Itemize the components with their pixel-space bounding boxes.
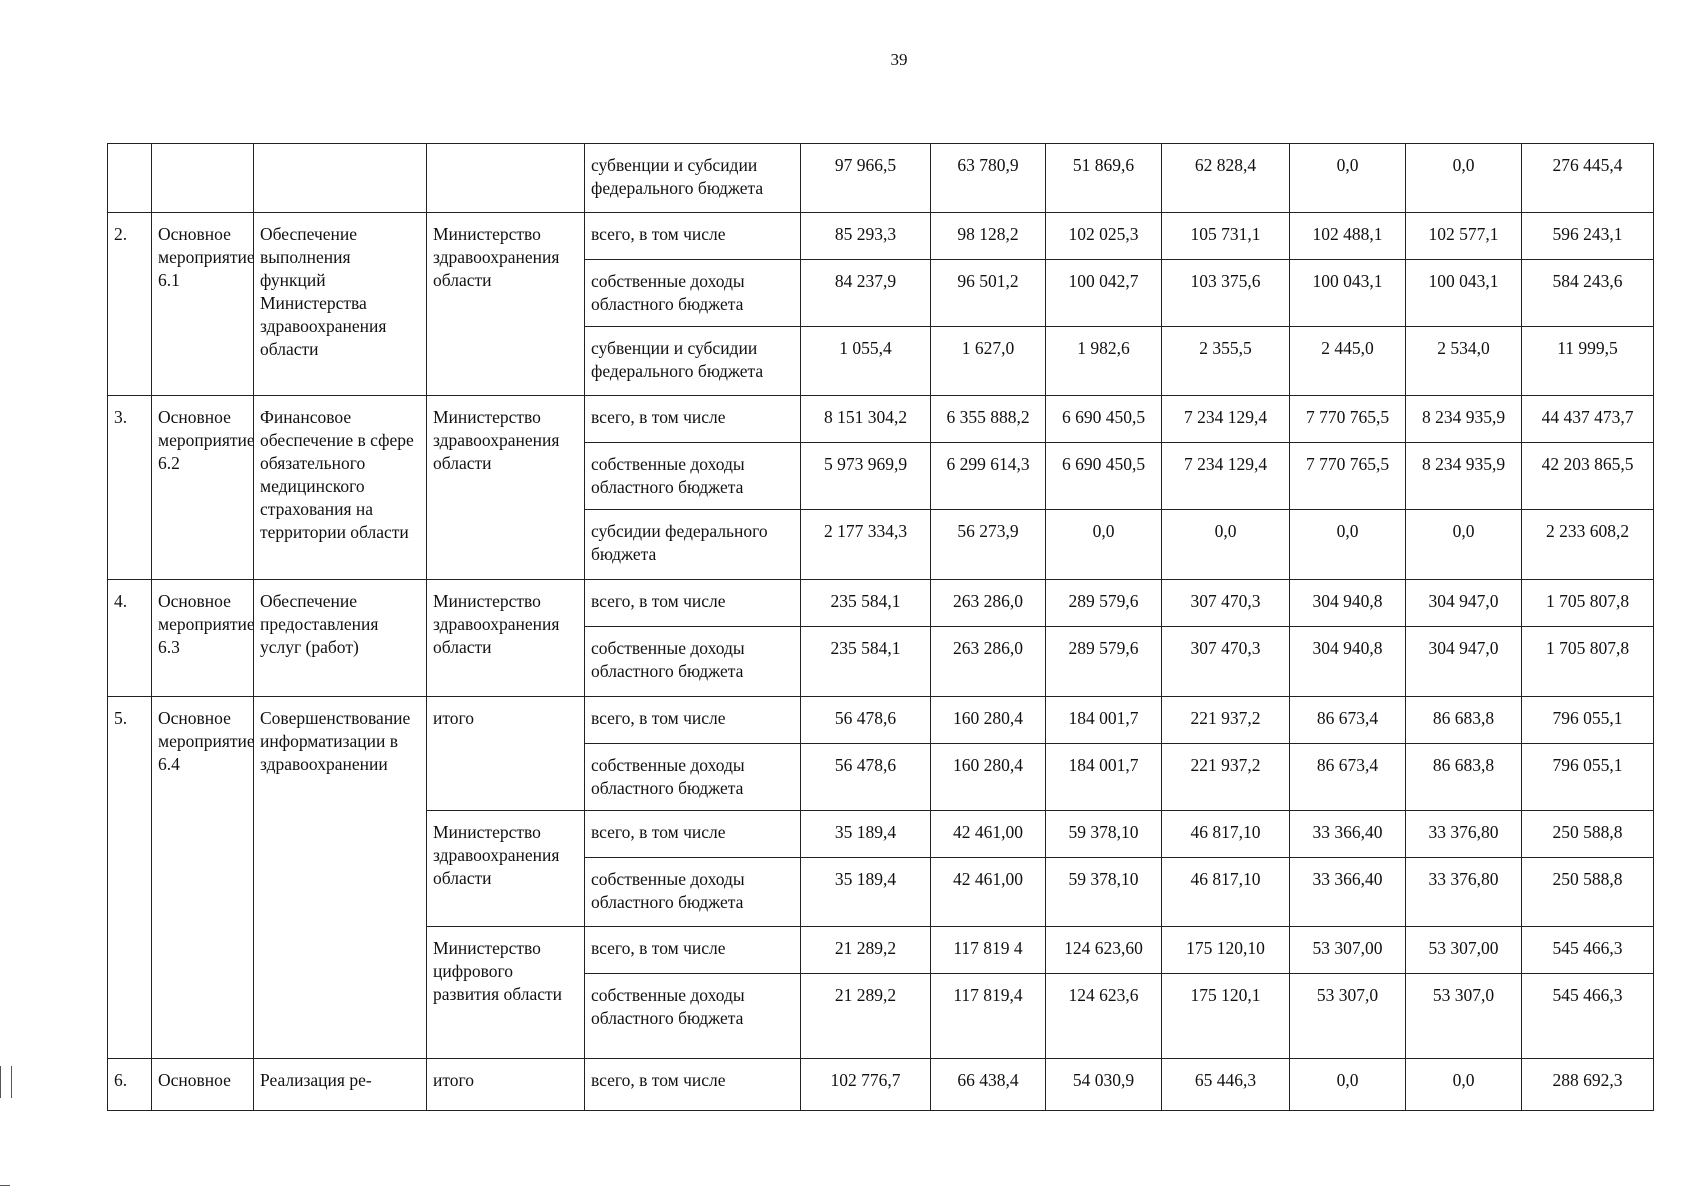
value-cell: 6 355 888,2 <box>931 396 1046 443</box>
value-cell: 86 673,4 <box>1290 744 1406 811</box>
value-cell: 175 120,10 <box>1162 927 1290 974</box>
value-cell: 51 869,6 <box>1046 144 1162 213</box>
table-row <box>108 396 1654 443</box>
source-cell: всего, в том числе <box>585 697 801 744</box>
value-cell: 304 947,0 <box>1406 580 1522 627</box>
value-cell: 796 055,1 <box>1522 744 1654 811</box>
value-cell: 5 973 969,9 <box>801 443 931 510</box>
value-cell: 1 627,0 <box>931 327 1046 396</box>
value-cell: 33 376,80 <box>1406 858 1522 927</box>
title-cell: Реализация ре- <box>254 1059 427 1111</box>
value-cell: 304 940,8 <box>1290 580 1406 627</box>
source-cell: субвенции и субсидии федерального бюджета <box>585 327 801 396</box>
value-cell: 35 189,4 <box>801 858 931 927</box>
executor-cell: Министерство здравоохранения области <box>427 580 585 697</box>
source-cell: всего, в том числе <box>585 927 801 974</box>
executor-cell: итого <box>427 1059 585 1111</box>
executor-cell: Министерство здравоохранения области <box>427 396 585 580</box>
value-cell: 59 378,10 <box>1046 811 1162 858</box>
value-cell: 124 623,60 <box>1046 927 1162 974</box>
value-cell: 102 025,3 <box>1046 213 1162 260</box>
value-cell: 96 501,2 <box>931 260 1046 327</box>
value-cell: 6 299 614,3 <box>931 443 1046 510</box>
number-cell: 6. <box>108 1059 152 1111</box>
value-cell: 124 623,6 <box>1046 974 1162 1059</box>
value-cell: 1 705 807,8 <box>1522 580 1654 627</box>
number-cell: 3. <box>108 396 152 580</box>
value-cell: 97 966,5 <box>801 144 931 213</box>
source-cell: собственные доходы областного бюджета <box>585 443 801 510</box>
executor-cell: итого <box>427 697 585 811</box>
value-cell: 1 705 807,8 <box>1522 627 1654 697</box>
source-cell: субсидии федерального бюджета <box>585 510 801 580</box>
value-cell: 100 043,1 <box>1290 260 1406 327</box>
title-cell <box>254 144 427 213</box>
value-cell: 1 982,6 <box>1046 327 1162 396</box>
value-cell: 0,0 <box>1162 510 1290 580</box>
value-cell: 56 273,9 <box>931 510 1046 580</box>
value-cell: 54 030,9 <box>1046 1059 1162 1111</box>
value-cell: 6 690 450,5 <box>1046 396 1162 443</box>
source-cell: всего, в том числе <box>585 811 801 858</box>
source-cell: всего, в том числе <box>585 213 801 260</box>
value-cell: 235 584,1 <box>801 627 931 697</box>
type-cell: Основное мероприятие 6.3 <box>152 580 254 697</box>
type-cell: Основное мероприятие 6.4 <box>152 697 254 1059</box>
number-cell <box>108 144 152 213</box>
value-cell: 53 307,00 <box>1290 927 1406 974</box>
value-cell: 100 043,1 <box>1406 260 1522 327</box>
value-cell: 221 937,2 <box>1162 697 1290 744</box>
value-cell: 2 355,5 <box>1162 327 1290 396</box>
value-cell: 596 243,1 <box>1522 213 1654 260</box>
value-cell: 33 376,80 <box>1406 811 1522 858</box>
value-cell: 7 770 765,5 <box>1290 443 1406 510</box>
value-cell: 102 488,1 <box>1290 213 1406 260</box>
value-cell: 2 233 608,2 <box>1522 510 1654 580</box>
value-cell: 307 470,3 <box>1162 580 1290 627</box>
value-cell: 21 289,2 <box>801 927 931 974</box>
title-cell: Обеспечение выполнения функций Министерства здравоохранения области <box>254 213 427 396</box>
value-cell: 86 673,4 <box>1290 697 1406 744</box>
value-cell: 2 445,0 <box>1290 327 1406 396</box>
executor-cell: Министерство цифрового развития области <box>427 927 585 1059</box>
source-cell: собственные доходы областного бюджета <box>585 744 801 811</box>
value-cell: 103 375,6 <box>1162 260 1290 327</box>
type-cell: Основное мероприятие 6.1 <box>152 213 254 396</box>
value-cell: 117 819,4 <box>931 974 1046 1059</box>
value-cell: 102 776,7 <box>801 1059 931 1111</box>
value-cell: 221 937,2 <box>1162 744 1290 811</box>
title-cell: Финансовое обеспечение в сфере обязательного медицинского страхования на территории области <box>254 396 427 580</box>
value-cell: 160 280,4 <box>931 744 1046 811</box>
value-cell: 102 577,1 <box>1406 213 1522 260</box>
value-cell: 2 177 334,3 <box>801 510 931 580</box>
number-cell: 5. <box>108 697 152 1059</box>
value-cell: 6 690 450,5 <box>1046 443 1162 510</box>
value-cell: 235 584,1 <box>801 580 931 627</box>
value-cell: 8 234 935,9 <box>1406 443 1522 510</box>
number-cell: 4. <box>108 580 152 697</box>
value-cell: 56 478,6 <box>801 697 931 744</box>
value-cell: 0,0 <box>1406 144 1522 213</box>
value-cell: 250 588,8 <box>1522 811 1654 858</box>
value-cell: 86 683,8 <box>1406 697 1522 744</box>
value-cell: 184 001,7 <box>1046 697 1162 744</box>
value-cell: 584 243,6 <box>1522 260 1654 327</box>
value-cell: 117 819 4 <box>931 927 1046 974</box>
executor-cell: Министерство здравоохранения области <box>427 213 585 396</box>
table-row <box>108 144 1654 213</box>
value-cell: 276 445,4 <box>1522 144 1654 213</box>
value-cell: 62 828,4 <box>1162 144 1290 213</box>
value-cell: 42 461,00 <box>931 811 1046 858</box>
value-cell: 289 579,6 <box>1046 580 1162 627</box>
margin-line <box>0 1185 10 1186</box>
value-cell: 307 470,3 <box>1162 627 1290 697</box>
value-cell: 8 234 935,9 <box>1406 396 1522 443</box>
value-cell: 65 446,3 <box>1162 1059 1290 1111</box>
value-cell: 7 234 129,4 <box>1162 443 1290 510</box>
value-cell: 8 151 304,2 <box>801 396 931 443</box>
title-cell: Обеспечение предоставления услуг (работ) <box>254 580 427 697</box>
value-cell: 46 817,10 <box>1162 811 1290 858</box>
source-cell: всего, в том числе <box>585 396 801 443</box>
value-cell: 84 237,9 <box>801 260 931 327</box>
value-cell: 0,0 <box>1046 510 1162 580</box>
value-cell: 85 293,3 <box>801 213 931 260</box>
source-cell: всего, в том числе <box>585 580 801 627</box>
value-cell: 0,0 <box>1406 1059 1522 1111</box>
value-cell: 288 692,3 <box>1522 1059 1654 1111</box>
value-cell: 304 947,0 <box>1406 627 1522 697</box>
table-row <box>108 580 1654 627</box>
value-cell: 7 234 129,4 <box>1162 396 1290 443</box>
number-cell: 2. <box>108 213 152 396</box>
executor-cell: Министерство здравоохранения области <box>427 811 585 927</box>
budget-table <box>107 143 1654 1111</box>
type-cell: Основное <box>152 1059 254 1111</box>
value-cell: 33 366,40 <box>1290 811 1406 858</box>
value-cell: 304 940,8 <box>1290 627 1406 697</box>
value-cell: 175 120,1 <box>1162 974 1290 1059</box>
value-cell: 250 588,8 <box>1522 858 1654 927</box>
value-cell: 53 307,0 <box>1290 974 1406 1059</box>
value-cell: 33 366,40 <box>1290 858 1406 927</box>
table-row <box>108 1059 1654 1111</box>
value-cell: 98 128,2 <box>931 213 1046 260</box>
table-row <box>108 213 1654 260</box>
value-cell: 53 307,00 <box>1406 927 1522 974</box>
value-cell: 160 280,4 <box>931 697 1046 744</box>
value-cell: 0,0 <box>1290 510 1406 580</box>
binding-mark <box>0 1066 12 1098</box>
title-cell: Совершенствование информатизации в здравоохранении <box>254 697 427 1059</box>
source-cell: собственные доходы областного бюджета <box>585 974 801 1059</box>
source-cell: субвенции и субсидии федерального бюджета <box>585 144 801 213</box>
value-cell: 42 203 865,5 <box>1522 443 1654 510</box>
value-cell: 545 466,3 <box>1522 974 1654 1059</box>
value-cell: 66 438,4 <box>931 1059 1046 1111</box>
value-cell: 796 055,1 <box>1522 697 1654 744</box>
value-cell: 56 478,6 <box>801 744 931 811</box>
value-cell: 1 055,4 <box>801 327 931 396</box>
source-cell: собственные доходы областного бюджета <box>585 260 801 327</box>
value-cell: 21 289,2 <box>801 974 931 1059</box>
value-cell: 0,0 <box>1406 510 1522 580</box>
type-cell <box>152 144 254 213</box>
value-cell: 184 001,7 <box>1046 744 1162 811</box>
value-cell: 105 731,1 <box>1162 213 1290 260</box>
value-cell: 263 286,0 <box>931 580 1046 627</box>
value-cell: 100 042,7 <box>1046 260 1162 327</box>
value-cell: 2 534,0 <box>1406 327 1522 396</box>
source-cell: всего, в том числе <box>585 1059 801 1111</box>
value-cell: 7 770 765,5 <box>1290 396 1406 443</box>
source-cell: собственные доходы областного бюджета <box>585 627 801 697</box>
source-cell: собственные доходы областного бюджета <box>585 858 801 927</box>
value-cell: 0,0 <box>1290 1059 1406 1111</box>
value-cell: 86 683,8 <box>1406 744 1522 811</box>
value-cell: 63 780,9 <box>931 144 1046 213</box>
type-cell: Основное мероприятие 6.2 <box>152 396 254 580</box>
value-cell: 44 437 473,7 <box>1522 396 1654 443</box>
value-cell: 46 817,10 <box>1162 858 1290 927</box>
value-cell: 289 579,6 <box>1046 627 1162 697</box>
value-cell: 545 466,3 <box>1522 927 1654 974</box>
executor-cell <box>427 144 585 213</box>
value-cell: 59 378,10 <box>1046 858 1162 927</box>
value-cell: 35 189,4 <box>801 811 931 858</box>
value-cell: 0,0 <box>1290 144 1406 213</box>
value-cell: 263 286,0 <box>931 627 1046 697</box>
page-number: 39 <box>890 50 908 69</box>
value-cell: 53 307,0 <box>1406 974 1522 1059</box>
value-cell: 11 999,5 <box>1522 327 1654 396</box>
table-row <box>108 697 1654 744</box>
value-cell: 42 461,00 <box>931 858 1046 927</box>
